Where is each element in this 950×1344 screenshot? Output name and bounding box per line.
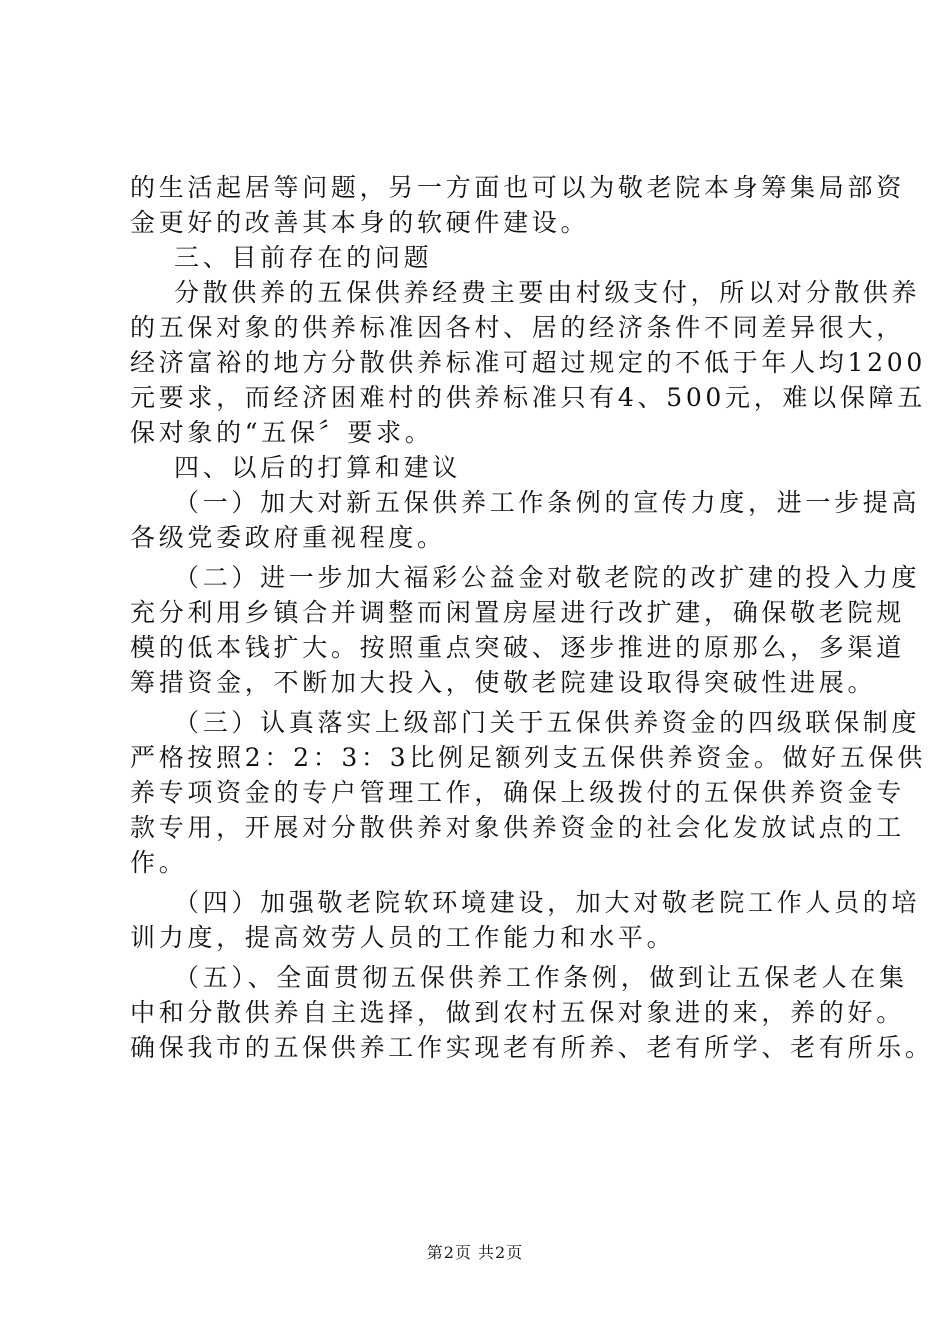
text-line: 金更好的改善其本身的软硬件建设。 [130, 208, 590, 237]
text-line: 作。 [130, 848, 188, 877]
text-line: 各级党委政府重视程度。 [130, 523, 446, 552]
text-line: 分散供养的五保供养经费主要由村级支付，所以对分散供养 [174, 278, 921, 307]
text-line: （三）认真落实上级部门关于五保供养资金的四级联保制度 [174, 708, 921, 737]
text-line: 充分利用乡镇合并调整而闲置房屋进行改扩建，确保敬老院规 [130, 598, 905, 627]
text-line: 训力度，提高效劳人员的工作能力和水平。 [130, 923, 676, 952]
text-line: 中和分散供养自主选择，做到农村五保对象进的来，养的好。 [130, 998, 905, 1027]
text-line: 模的低本钱扩大。按照重点突破、逐步推进的原那么，多渠道 [130, 633, 905, 662]
page-footer: 第2页 共2页 [426, 1243, 524, 1262]
section-heading: 三、目前存在的问题 [174, 243, 433, 272]
text-line: 经济富裕的地方分散供养标准可超过规定的不低于年人均1200 [130, 348, 926, 377]
text-line: 款专用，开展对分散供养对象供养资金的社会化发放试点的工 [130, 813, 905, 842]
text-line: 的五保对象的供养标准因各村、居的经济条件不同差异很大， [130, 313, 905, 342]
text-line: 元要求，而经济困难村的供养标准只有4、500元，难以保障五 [130, 383, 926, 412]
text-line: 筹措资金，不断加大投入，使敬老院建设取得突破性进展。 [130, 668, 877, 697]
text-line: 严格按照2：2：3：3比例足额列支五保供养资金。做好五保供 [130, 743, 926, 772]
text-line: 保对象的“五保〞要求。 [130, 418, 434, 447]
text-line: （二）进一步加大福彩公益金对敬老院的改扩建的投入力度 [174, 563, 921, 592]
text-line: （四）加强敬老院软环境建设，加大对敬老院工作人员的培 [174, 888, 921, 917]
text-line: 确保我市的五保供养工作实现老有所养、老有所学、老有所乐。 [130, 1033, 934, 1062]
text-line: 的生活起居等问题，另一方面也可以为敬老院本身筹集局部资 [130, 173, 905, 202]
text-line: 养专项资金的专户管理工作，确保上级拨付的五保供养资金专 [130, 778, 905, 807]
text-line: （一）加大对新五保供养工作条例的宣传力度，进一步提高 [174, 488, 921, 517]
document-body [130, 170, 934, 1065]
section-heading: 四、以后的打算和建议 [174, 453, 462, 482]
text-line: （五）、全面贯彻五保供养工作条例，做到让五保老人在集 [174, 963, 908, 992]
